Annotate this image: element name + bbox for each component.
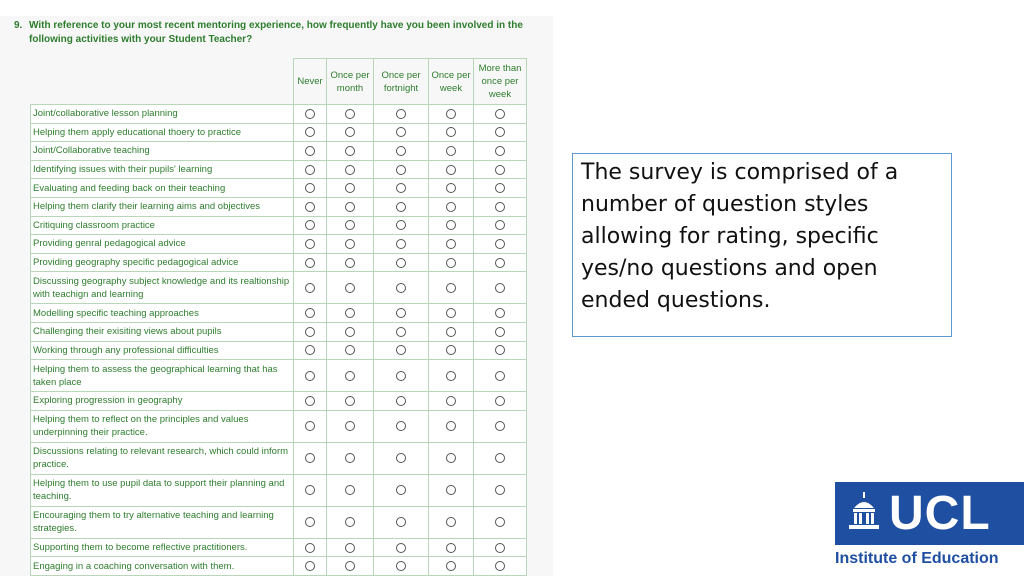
radio-button[interactable] xyxy=(495,283,505,293)
survey-screenshot xyxy=(0,16,553,576)
radio-button[interactable] xyxy=(495,561,505,571)
row-label: Critiquing classroom practice xyxy=(31,216,294,235)
row-label: Helping them to assess the geographical learning that has taken place xyxy=(31,360,294,392)
radio-button[interactable] xyxy=(345,127,355,137)
radio-cell xyxy=(294,442,327,474)
radio-button[interactable] xyxy=(396,146,406,156)
radio-button[interactable] xyxy=(446,239,456,249)
radio-cell xyxy=(474,160,527,179)
ucl-logo xyxy=(835,482,1024,545)
radio-cell xyxy=(429,506,474,538)
radio-button[interactable] xyxy=(446,345,456,355)
radio-button[interactable] xyxy=(305,308,315,318)
radio-cell xyxy=(294,410,327,442)
radio-cell xyxy=(294,160,327,179)
radio-button[interactable] xyxy=(345,517,355,527)
row-label: Challenging their exisiting views about pupils xyxy=(31,322,294,341)
radio-cell xyxy=(327,410,374,442)
radio-cell xyxy=(327,322,374,341)
radio-button[interactable] xyxy=(396,283,406,293)
row-label: Exploring progression in geography xyxy=(31,392,294,411)
grid-corner xyxy=(31,59,294,105)
row-label: Providing geography specific pedagogical advice xyxy=(31,253,294,272)
radio-cell xyxy=(374,253,429,272)
radio-button[interactable] xyxy=(446,421,456,431)
radio-cell xyxy=(327,538,374,557)
radio-button[interactable] xyxy=(345,109,355,119)
table-row xyxy=(31,304,527,323)
radio-button[interactable] xyxy=(495,202,505,212)
radio-button[interactable] xyxy=(446,127,456,137)
radio-button[interactable] xyxy=(305,183,315,193)
radio-cell xyxy=(474,123,527,142)
radio-cell xyxy=(374,360,429,392)
radio-button[interactable] xyxy=(396,561,406,571)
radio-button[interactable] xyxy=(345,283,355,293)
radio-cell xyxy=(374,216,429,235)
row-label: Joint/collaborative lesson planning xyxy=(31,105,294,124)
radio-cell xyxy=(327,142,374,161)
radio-button[interactable] xyxy=(396,327,406,337)
row-label: Discussing geography subject knowledge and its realtionship with teachign and learning xyxy=(31,272,294,304)
radio-button[interactable] xyxy=(495,517,505,527)
radio-button[interactable] xyxy=(446,517,456,527)
row-label: Helping them to use pupil data to support their planning and teaching. xyxy=(31,474,294,506)
radio-cell xyxy=(294,474,327,506)
radio-button[interactable] xyxy=(446,202,456,212)
radio-cell xyxy=(327,160,374,179)
radio-cell xyxy=(294,235,327,254)
row-label: Discussions relating to relevant research, which could inform practice. xyxy=(31,442,294,474)
radio-cell xyxy=(327,179,374,198)
column-header-once-per-week: Once per week xyxy=(429,59,474,105)
radio-button[interactable] xyxy=(396,308,406,318)
radio-button[interactable] xyxy=(305,421,315,431)
radio-button[interactable] xyxy=(345,485,355,495)
radio-cell xyxy=(374,179,429,198)
radio-cell xyxy=(429,216,474,235)
row-label: Providing genral pedagogical advice xyxy=(31,235,294,254)
radio-cell xyxy=(374,235,429,254)
radio-button[interactable] xyxy=(305,371,315,381)
logo-subtitle: Institute of Education xyxy=(835,550,999,567)
radio-button[interactable] xyxy=(305,345,315,355)
radio-cell xyxy=(294,272,327,304)
radio-button[interactable] xyxy=(305,202,315,212)
radio-button[interactable] xyxy=(345,561,355,571)
radio-cell xyxy=(294,142,327,161)
radio-cell xyxy=(474,304,527,323)
radio-cell xyxy=(374,392,429,411)
radio-button[interactable] xyxy=(495,327,505,337)
portico-dome-icon xyxy=(845,492,883,536)
radio-button[interactable] xyxy=(446,258,456,268)
radio-cell xyxy=(429,123,474,142)
radio-button[interactable] xyxy=(446,453,456,463)
table-row xyxy=(31,160,527,179)
radio-button[interactable] xyxy=(345,146,355,156)
radio-button[interactable] xyxy=(495,485,505,495)
table-row xyxy=(31,253,527,272)
radio-cell xyxy=(327,272,374,304)
radio-cell xyxy=(474,216,527,235)
radio-button[interactable] xyxy=(305,109,315,119)
radio-cell xyxy=(294,304,327,323)
radio-button[interactable] xyxy=(495,345,505,355)
radio-button[interactable] xyxy=(305,561,315,571)
radio-button[interactable] xyxy=(396,421,406,431)
radio-button[interactable] xyxy=(345,345,355,355)
radio-cell xyxy=(327,235,374,254)
radio-cell xyxy=(294,179,327,198)
radio-button[interactable] xyxy=(305,485,315,495)
radio-cell xyxy=(429,197,474,216)
radio-button[interactable] xyxy=(305,239,315,249)
radio-button[interactable] xyxy=(345,396,355,406)
logo-wordmark: UCL xyxy=(889,487,991,540)
radio-button[interactable] xyxy=(446,109,456,119)
radio-button[interactable] xyxy=(495,543,505,553)
radio-cell xyxy=(474,557,527,576)
row-label: Encouraging them to try alternative teaching and learning strategies. xyxy=(31,506,294,538)
radio-button[interactable] xyxy=(305,165,315,175)
radio-button[interactable] xyxy=(396,127,406,137)
radio-button[interactable] xyxy=(345,258,355,268)
radio-cell xyxy=(374,105,429,124)
radio-cell xyxy=(374,322,429,341)
radio-button[interactable] xyxy=(396,165,406,175)
radio-cell xyxy=(327,253,374,272)
radio-cell xyxy=(327,123,374,142)
radio-cell xyxy=(294,392,327,411)
radio-cell xyxy=(374,474,429,506)
table-row xyxy=(31,392,527,411)
radio-button[interactable] xyxy=(396,485,406,495)
radio-button[interactable] xyxy=(495,396,505,406)
radio-button[interactable] xyxy=(345,202,355,212)
radio-button[interactable] xyxy=(305,220,315,230)
radio-cell xyxy=(429,360,474,392)
radio-cell xyxy=(429,304,474,323)
row-label: Evaluating and feeding back on their teaching xyxy=(31,179,294,198)
radio-cell xyxy=(294,123,327,142)
table-row xyxy=(31,538,527,557)
radio-button[interactable] xyxy=(495,146,505,156)
radio-cell xyxy=(474,253,527,272)
radio-cell xyxy=(474,506,527,538)
radio-button[interactable] xyxy=(396,396,406,406)
callout-box xyxy=(572,153,952,337)
radio-cell xyxy=(429,142,474,161)
row-label: Joint/Collaborative teaching xyxy=(31,142,294,161)
radio-cell xyxy=(474,474,527,506)
column-header-once-per-fortnight: Once per fortnight xyxy=(374,59,429,105)
radio-cell xyxy=(327,197,374,216)
radio-cell xyxy=(429,322,474,341)
radio-button[interactable] xyxy=(446,327,456,337)
table-row xyxy=(31,142,527,161)
radio-button[interactable] xyxy=(396,183,406,193)
radio-cell xyxy=(294,557,327,576)
radio-button[interactable] xyxy=(396,453,406,463)
radio-button[interactable] xyxy=(305,283,315,293)
radio-cell xyxy=(374,557,429,576)
table-row xyxy=(31,557,527,576)
table-row xyxy=(31,322,527,341)
table-row xyxy=(31,506,527,538)
radio-button[interactable] xyxy=(345,308,355,318)
radio-button[interactable] xyxy=(345,543,355,553)
table-row xyxy=(31,235,527,254)
radio-cell xyxy=(374,506,429,538)
radio-button[interactable] xyxy=(495,371,505,381)
radio-cell xyxy=(474,197,527,216)
radio-button[interactable] xyxy=(305,517,315,527)
column-header-never: Never xyxy=(294,59,327,105)
radio-cell xyxy=(374,197,429,216)
radio-cell xyxy=(374,304,429,323)
radio-cell xyxy=(374,410,429,442)
radio-button[interactable] xyxy=(305,543,315,553)
radio-cell xyxy=(294,341,327,360)
radio-button[interactable] xyxy=(446,165,456,175)
radio-button[interactable] xyxy=(345,220,355,230)
radio-cell xyxy=(429,179,474,198)
radio-cell xyxy=(374,341,429,360)
radio-button[interactable] xyxy=(446,561,456,571)
radio-button[interactable] xyxy=(446,308,456,318)
radio-button[interactable] xyxy=(396,371,406,381)
radio-cell xyxy=(474,142,527,161)
radio-cell xyxy=(294,216,327,235)
question-number: 9. xyxy=(14,20,23,31)
table-row xyxy=(31,341,527,360)
column-header-once-per-month: Once per month xyxy=(327,59,374,105)
radio-cell xyxy=(327,474,374,506)
radio-cell xyxy=(474,360,527,392)
radio-button[interactable] xyxy=(345,327,355,337)
radio-cell xyxy=(429,253,474,272)
radio-button[interactable] xyxy=(495,239,505,249)
table-row xyxy=(31,123,527,142)
radio-cell xyxy=(474,410,527,442)
radio-cell xyxy=(294,322,327,341)
radio-cell xyxy=(294,253,327,272)
radio-cell xyxy=(474,235,527,254)
radio-cell xyxy=(294,506,327,538)
radio-cell xyxy=(327,360,374,392)
radio-cell xyxy=(429,160,474,179)
callout-text: The survey is comprised of a number of question styles allowing for rating, specific yes/no questions and open ended questions. xyxy=(581,160,899,313)
radio-cell xyxy=(294,197,327,216)
radio-cell xyxy=(294,105,327,124)
table-row xyxy=(31,474,527,506)
table-row xyxy=(31,197,527,216)
radio-button[interactable] xyxy=(396,517,406,527)
radio-button[interactable] xyxy=(495,453,505,463)
radio-button[interactable] xyxy=(305,127,315,137)
grid-body xyxy=(31,105,527,576)
radio-button[interactable] xyxy=(495,183,505,193)
radio-cell xyxy=(474,322,527,341)
radio-button[interactable] xyxy=(396,258,406,268)
radio-button[interactable] xyxy=(345,165,355,175)
radio-button[interactable] xyxy=(345,421,355,431)
radio-cell xyxy=(327,442,374,474)
radio-cell xyxy=(474,538,527,557)
radio-button[interactable] xyxy=(396,543,406,553)
radio-cell xyxy=(374,272,429,304)
table-row xyxy=(31,410,527,442)
radio-button[interactable] xyxy=(495,220,505,230)
radio-cell xyxy=(327,216,374,235)
radio-button[interactable] xyxy=(495,258,505,268)
grid-header-row xyxy=(31,59,527,105)
radio-button[interactable] xyxy=(446,220,456,230)
radio-cell xyxy=(474,341,527,360)
radio-cell xyxy=(474,179,527,198)
row-label: Identifying issues with their pupils' learning xyxy=(31,160,294,179)
radio-cell xyxy=(374,538,429,557)
radio-cell xyxy=(429,392,474,411)
radio-button[interactable] xyxy=(446,396,456,406)
table-row xyxy=(31,360,527,392)
radio-cell xyxy=(294,538,327,557)
table-row xyxy=(31,272,527,304)
row-label: Helping them clarify their learning aims and objectives xyxy=(31,197,294,216)
radio-button[interactable] xyxy=(495,165,505,175)
row-label: Helping them apply educational thoery to practice xyxy=(31,123,294,142)
radio-cell xyxy=(429,341,474,360)
row-label: Supporting them to become reflective practitioners. xyxy=(31,538,294,557)
table-row xyxy=(31,105,527,124)
table-row xyxy=(31,179,527,198)
row-label: Helping them to reflect on the principles and values underpinning their practice. xyxy=(31,410,294,442)
radio-cell xyxy=(327,105,374,124)
radio-cell xyxy=(474,442,527,474)
radio-button[interactable] xyxy=(305,396,315,406)
radio-cell xyxy=(429,442,474,474)
row-label: Working through any professional difficulties xyxy=(31,341,294,360)
radio-cell xyxy=(374,160,429,179)
radio-cell xyxy=(327,506,374,538)
radio-button[interactable] xyxy=(345,371,355,381)
radio-button[interactable] xyxy=(446,146,456,156)
radio-button[interactable] xyxy=(396,202,406,212)
radio-cell xyxy=(374,142,429,161)
radio-button[interactable] xyxy=(396,220,406,230)
table-row xyxy=(31,442,527,474)
radio-cell xyxy=(327,392,374,411)
radio-button[interactable] xyxy=(446,183,456,193)
radio-button[interactable] xyxy=(305,258,315,268)
radio-button[interactable] xyxy=(446,485,456,495)
radio-cell xyxy=(474,392,527,411)
radio-button[interactable] xyxy=(446,543,456,553)
radio-cell xyxy=(374,442,429,474)
radio-cell xyxy=(429,538,474,557)
radio-cell xyxy=(429,272,474,304)
radio-cell xyxy=(429,105,474,124)
radio-button[interactable] xyxy=(305,453,315,463)
radio-button[interactable] xyxy=(495,308,505,318)
radio-button[interactable] xyxy=(345,453,355,463)
row-label: Engaging in a coaching conversation with them. xyxy=(31,557,294,576)
radio-button[interactable] xyxy=(495,127,505,137)
radio-cell xyxy=(474,272,527,304)
radio-button[interactable] xyxy=(446,371,456,381)
radio-cell xyxy=(294,360,327,392)
radio-button[interactable] xyxy=(396,109,406,119)
radio-button[interactable] xyxy=(495,421,505,431)
radio-button[interactable] xyxy=(396,345,406,355)
radio-button[interactable] xyxy=(396,239,406,249)
radio-button[interactable] xyxy=(345,239,355,249)
radio-cell xyxy=(429,557,474,576)
radio-cell xyxy=(327,304,374,323)
radio-cell xyxy=(429,410,474,442)
question-text: With reference to your most recent mentoring experience, how frequently have you been involved in the following activities with your Student Teacher? xyxy=(29,20,523,45)
row-label: Modelling specific teaching approaches xyxy=(31,304,294,323)
table-row xyxy=(31,216,527,235)
rating-grid xyxy=(30,58,527,576)
radio-button[interactable] xyxy=(345,183,355,193)
radio-button[interactable] xyxy=(305,146,315,156)
radio-cell xyxy=(327,557,374,576)
radio-button[interactable] xyxy=(305,327,315,337)
radio-button[interactable] xyxy=(495,109,505,119)
column-header-more-than-once-per-week: More than once per week xyxy=(474,59,527,105)
radio-button[interactable] xyxy=(446,283,456,293)
radio-cell xyxy=(429,235,474,254)
radio-cell xyxy=(327,341,374,360)
radio-cell xyxy=(429,474,474,506)
radio-cell xyxy=(474,105,527,124)
radio-cell xyxy=(374,123,429,142)
